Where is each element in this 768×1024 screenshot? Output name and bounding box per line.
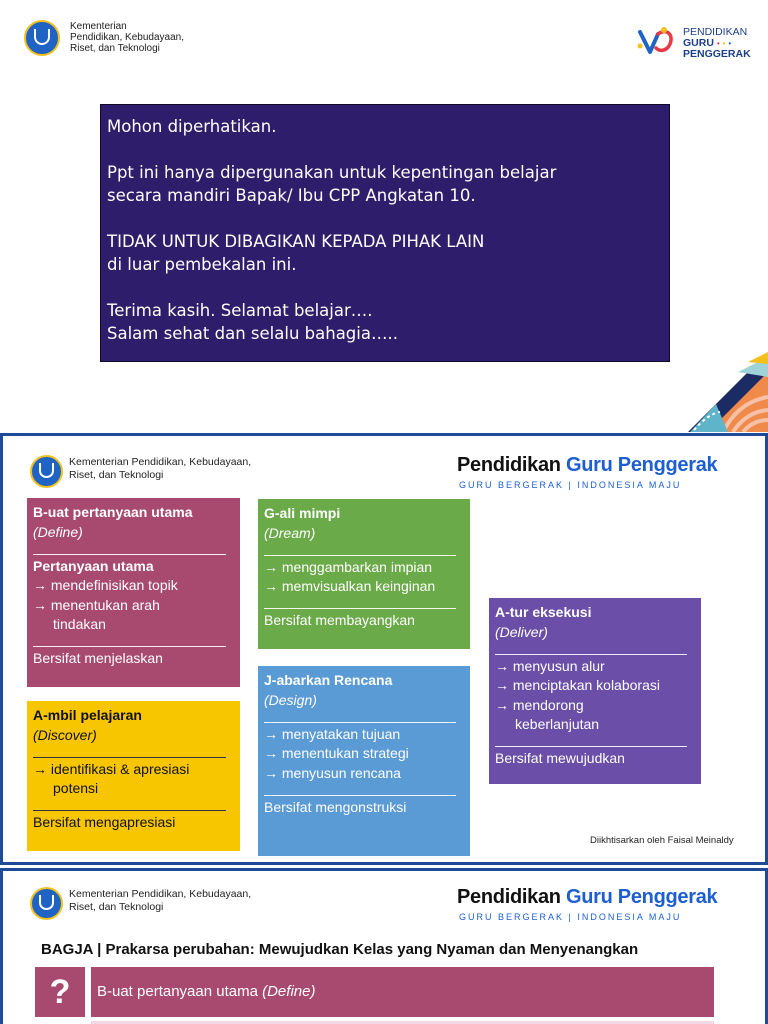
tut-wuri-handayani-logo-icon [24, 20, 60, 56]
decorative-corner-pattern [668, 352, 768, 432]
box-gali-mimpi: G-ali mimpi (Dream) → menggambarkan impian → memvisualkan keinginan Bersifat membayangkan [258, 499, 470, 649]
notice-line: Mohon diperhatikan. [107, 117, 277, 136]
pgp-subtitle: GURU BERGERAK | INDONESIA MAJU [459, 480, 682, 490]
notice-box [100, 104, 670, 362]
slide-bagja-define [0, 868, 768, 1024]
notice-line: TIDAK UNTUK DIBAGIKAN KEPADA PIHAK LAIN [107, 232, 485, 251]
question-mark-icon: ? [35, 967, 85, 1017]
bagja-heading: BAGJA | Prakarsa perubahan: Mewujudkan Kelas yang Nyaman dan Menyenangkan [41, 941, 639, 958]
notice-line: Terima kasih. Selamat belajar…. [107, 301, 373, 320]
pgp-title: Pendidikan Guru Penggerak [457, 886, 718, 908]
slide-notice [0, 0, 768, 432]
notice-line: Salam sehat dan selalu bahagia….. [107, 324, 398, 343]
box-atur-eksekusi: A-tur eksekusi (Deliver) → menyusun alur → menciptakan kolaborasi → mendorong keberlanjutan Bersifat mewujudkan [489, 598, 701, 784]
slide-bagja-summary [0, 433, 768, 865]
pgp-title: Pendidikan Guru Penggerak [457, 454, 718, 476]
pgp-subtitle: GURU BERGERAK | INDONESIA MAJU [459, 912, 682, 922]
notice-line: secara mandiri Bapak/ Ibu CPP Angkatan 10. [107, 186, 476, 205]
ministry-text: Kementerian Pendidikan, Kebudayaan, Riset, dan Teknologi [69, 456, 252, 481]
tut-wuri-handayani-logo-icon [30, 455, 63, 488]
box-buat-pertanyaan: B-uat pertanyaan utama (Define) Pertanyaan utama → mendefinisikan topik → menentukan arah tindakan Bersifat menjelaskan [27, 498, 240, 687]
notice-line: Ppt ini hanya dipergunakan untuk kepentingan belajar [107, 163, 557, 182]
tut-wuri-handayani-logo-icon [30, 887, 63, 920]
guru-penggerak-logo-icon [636, 24, 680, 58]
box-ambil-pelajaran: A-mbil pelajaran (Discover) → identifikasi & apresiasi potensi Bersifat mengapresiasi [27, 701, 240, 851]
credit-text: Diikhtisarkan oleh Faisal Meinaldy [590, 835, 734, 846]
box-jabarkan-rencana: J-abarkan Rencana (Design) → menyatakan tujuan → menentukan strategi → menyusun rencana Bersifat mengonstruksi [258, 666, 470, 856]
define-bar: B-uat pertanyaan utama (Define) [91, 967, 714, 1017]
pgp-logo-text: PENDIDIKAN GURU • • • PENGGERAK [683, 26, 751, 60]
ministry-text: Kementerian Pendidikan, Kebudayaan, Riset, dan Teknologi [70, 21, 184, 54]
ministry-text: Kementerian Pendidikan, Kebudayaan, Riset, dan Teknologi [69, 888, 252, 913]
notice-line: di luar pembekalan ini. [107, 255, 297, 274]
